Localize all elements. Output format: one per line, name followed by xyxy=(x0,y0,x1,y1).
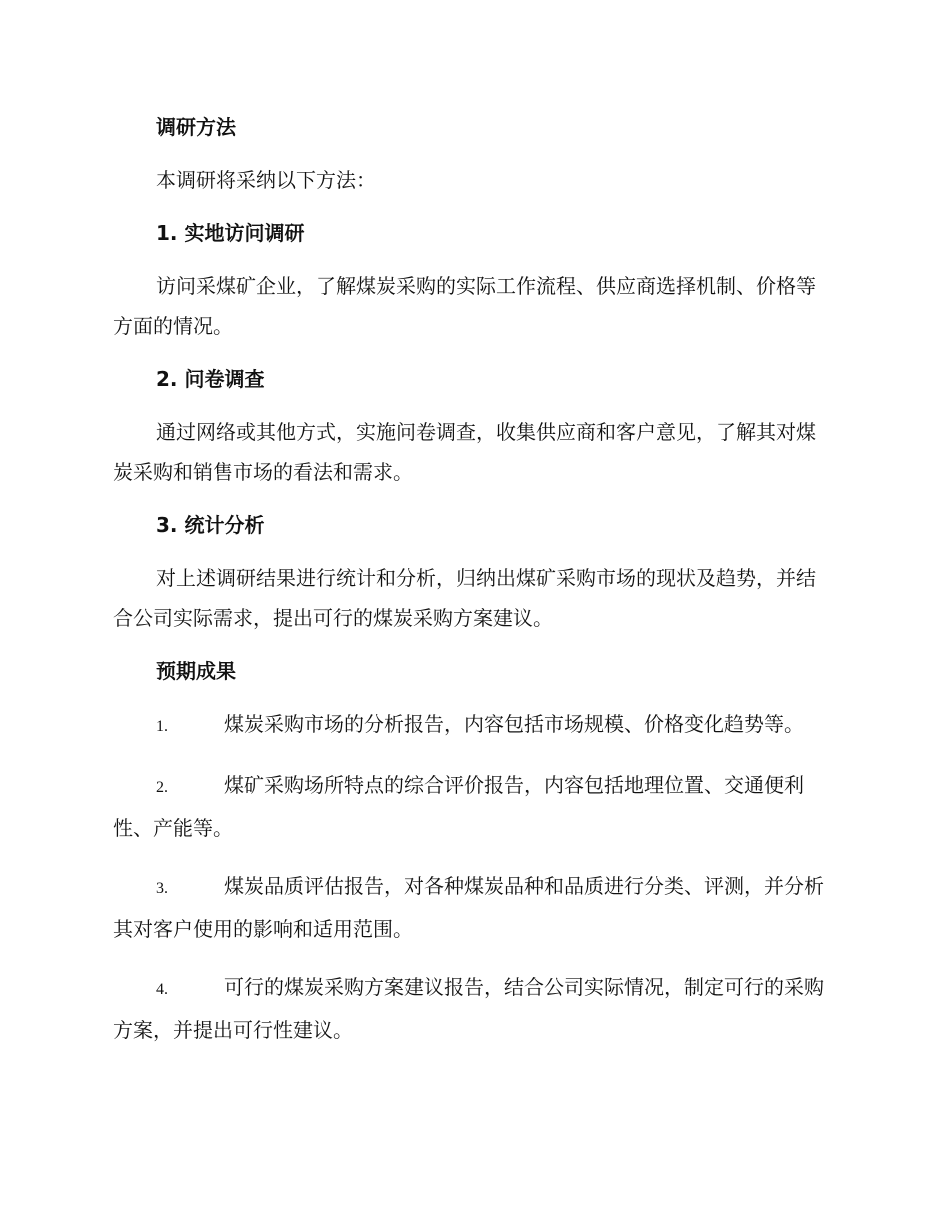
result-number-4: 4. xyxy=(156,981,168,998)
method-body-1: 访问采煤矿企业，了解煤炭采购的实际工作流程、供应商选择机制、价格等方面的情况。 xyxy=(113,274,816,338)
section-title-results: 预期成果 xyxy=(156,659,236,683)
method-heading-1: 1. 实地访问调研 xyxy=(156,221,305,245)
result-item-2 xyxy=(113,765,835,848)
result-number-2: 2. xyxy=(156,779,168,796)
method-heading-3: 3. 统计分析 xyxy=(156,513,265,537)
result-item-4 xyxy=(113,967,835,1050)
section-title-methods: 调研方法 xyxy=(156,115,236,139)
result-item-3 xyxy=(113,866,835,949)
result-item-1 xyxy=(113,704,835,747)
document-content xyxy=(113,108,835,1050)
methods-intro: 本调研将采纳以下方法： xyxy=(156,168,376,192)
result-number-3: 3. xyxy=(156,880,168,897)
method-heading-2: 2. 问卷调查 xyxy=(156,367,265,391)
result-number-1: 1. xyxy=(156,718,168,735)
result-text-4: 可行的煤炭采购方案建议报告，结合公司实际情况，制定可行的采购方案，并提出可行性建议。 xyxy=(113,975,824,1042)
result-text-1: 煤炭采购市场的分析报告，内容包括市场规模、价格变化趋势等。 xyxy=(224,712,804,736)
result-text-2: 煤矿采购场所特点的综合评价报告，内容包括地理位置、交通便利性、产能等。 xyxy=(113,773,804,840)
result-text-3: 煤炭品质评估报告，对各种煤炭品种和品质进行分类、评测，并分析其对客户使用的影响和适用范围。 xyxy=(113,874,824,941)
method-body-2: 通过网络或其他方式，实施问卷调查，收集供应商和客户意见，了解其对煤炭采购和销售市场的看法和需求。 xyxy=(113,420,816,484)
method-body-3: 对上述调研结果进行统计和分析，归纳出煤矿采购市场的现状及趋势，并结合公司实际需求，提出可行的煤炭采购方案建议。 xyxy=(113,566,816,630)
